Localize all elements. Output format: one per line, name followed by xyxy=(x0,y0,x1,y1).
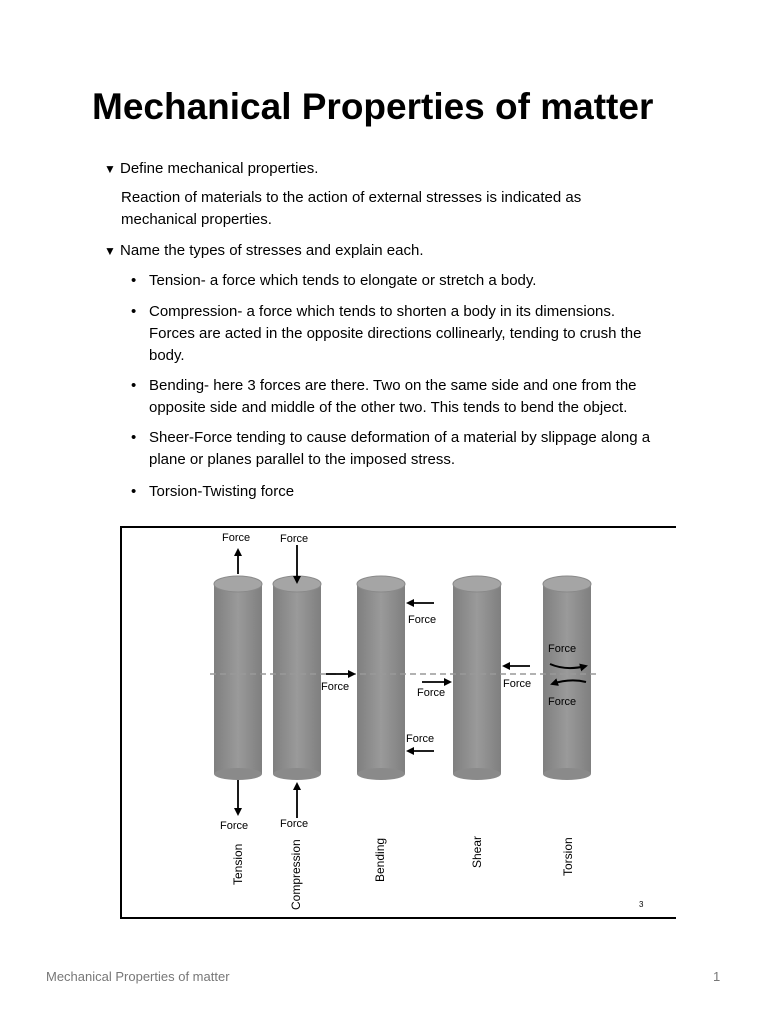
list-item: • Tension- a force which tends to elongate or stretch a body. xyxy=(131,270,671,292)
force-label: Force xyxy=(321,681,350,693)
force-label: Force xyxy=(280,818,309,830)
force-label: Force xyxy=(280,533,309,545)
cylinder-torsion xyxy=(543,576,591,780)
force-label: Force xyxy=(417,687,446,699)
label-torsion: Torsion xyxy=(561,837,575,876)
bullet-icon: • xyxy=(131,429,137,446)
list-item: • Compression- a force which tends to shorten a body in its dimensions. Forces are acted in the opposite directions collinearly, tending to crush the body. xyxy=(131,303,642,364)
bullet-icon: • xyxy=(131,377,137,394)
cylinder-bending xyxy=(357,576,405,780)
page-title: Mechanical Properties of matter xyxy=(92,86,654,127)
question-text: Define mechanical properties. xyxy=(120,160,319,177)
slide-number: 3 xyxy=(639,900,644,909)
force-label: Force xyxy=(220,820,249,832)
force-label: Force xyxy=(222,532,251,544)
page-number: 1 xyxy=(713,969,721,984)
stress-diagram xyxy=(122,528,676,919)
label-compression: Compression xyxy=(289,839,303,910)
stress-types-figure xyxy=(120,526,676,919)
answer-text: Reaction of materials to the action of external stresses is indicated as mechanical properties. xyxy=(121,189,582,228)
list-item: • Sheer-Force tending to cause deformation of a material by slippage along a plane or planes parallel to the imposed stress. xyxy=(131,429,651,468)
label-shear: Shear xyxy=(470,835,484,868)
footer-title: Mechanical Properties of matter xyxy=(46,969,230,984)
bullet-icon: • xyxy=(131,303,137,320)
cylinder-shear xyxy=(453,576,501,780)
label-bending: Bending xyxy=(373,837,387,882)
cylinder-tension xyxy=(214,576,262,780)
force-label: Force xyxy=(408,614,437,626)
toggle-triangle-icon[interactable]: ▼ xyxy=(104,162,116,176)
force-label: Force xyxy=(548,643,577,655)
list-item: • Bending- here 3 forces are there. Two on the same side and one from the opposite side and middle of the other two. This tends to bend the object. xyxy=(131,377,637,416)
force-label: Force xyxy=(548,696,577,708)
toggle-triangle-icon[interactable]: ▼ xyxy=(104,244,116,258)
list-item: • Torsion-Twisting force xyxy=(131,481,671,503)
bullet-icon: • xyxy=(131,483,137,500)
force-label: Force xyxy=(503,678,532,690)
toggle-define-mechanical-properties[interactable] xyxy=(104,158,318,180)
force-label: Force xyxy=(406,733,435,745)
bullet-icon: • xyxy=(131,272,137,289)
question-text: Name the types of stresses and explain each. xyxy=(120,242,424,259)
toggle-types-of-stresses[interactable] xyxy=(104,240,424,262)
cylinder-compression xyxy=(273,576,321,780)
label-tension: Tension xyxy=(231,843,245,885)
